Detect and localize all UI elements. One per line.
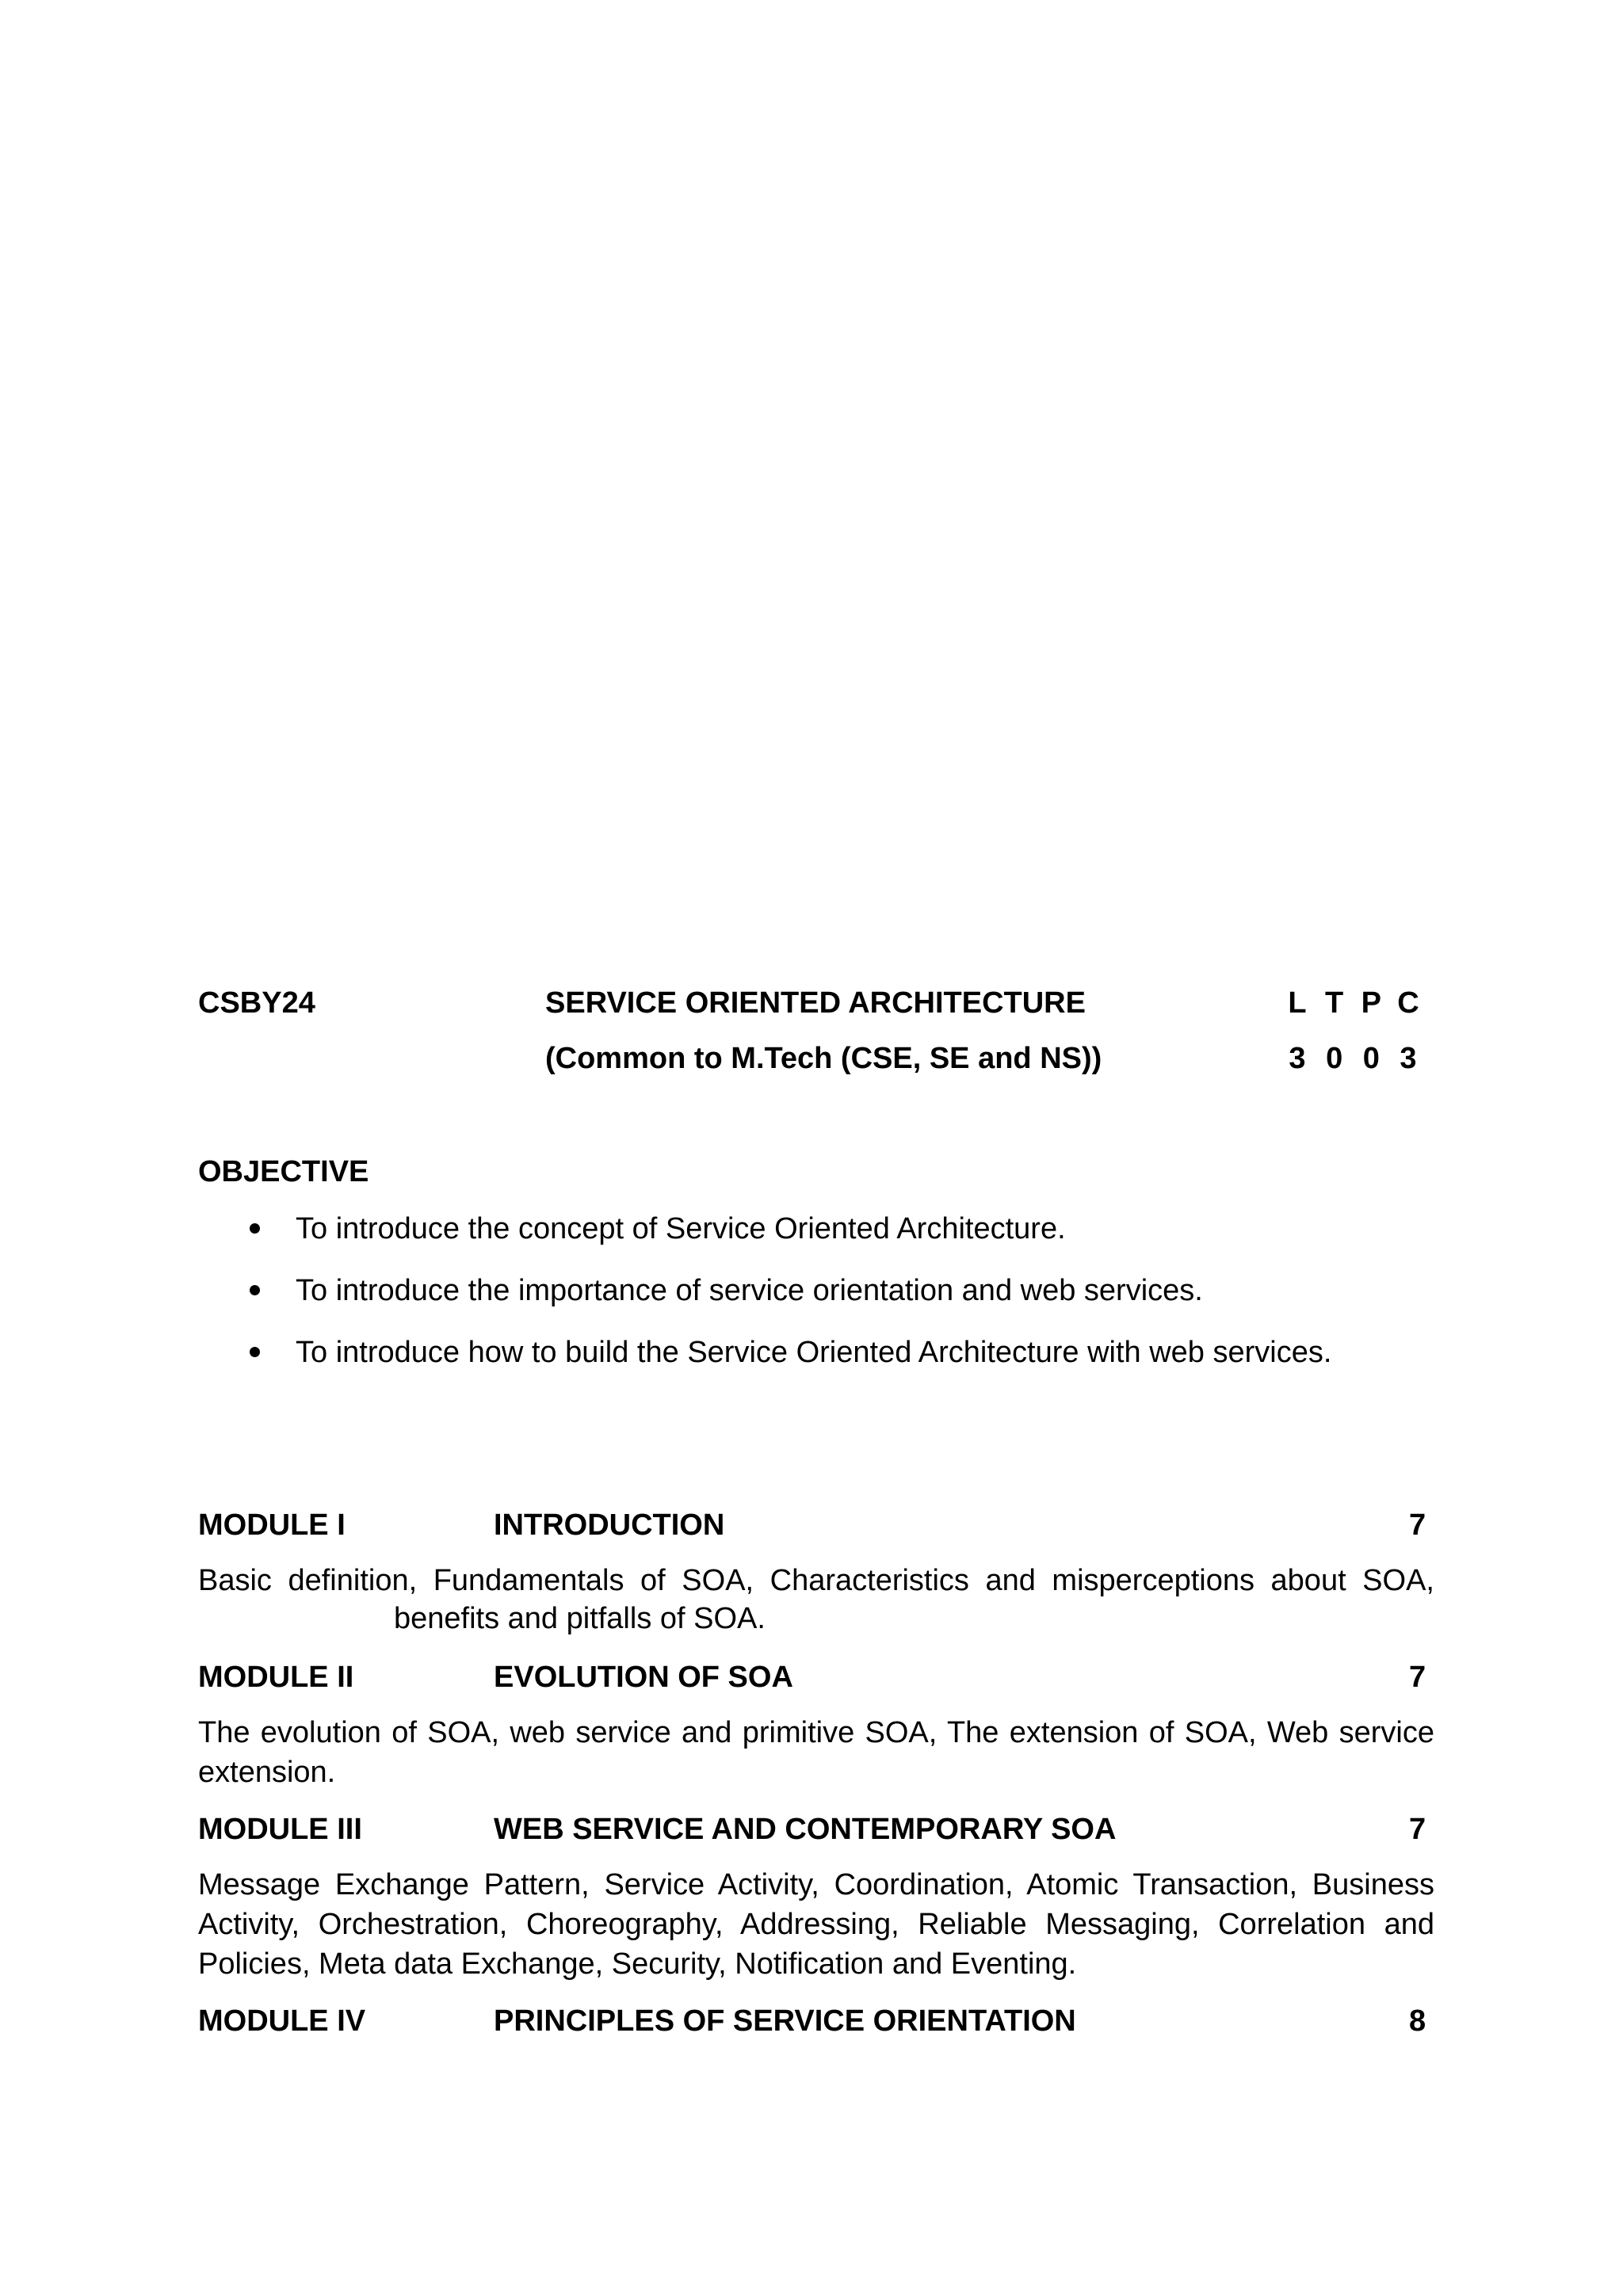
module-title: INTRODUCTION <box>494 1508 725 1542</box>
module-description-continued: benefits and pitfalls of SOA. <box>394 1602 766 1635</box>
module-label: MODULE I <box>198 1508 346 1542</box>
module-hours: 8 <box>1409 2004 1426 2038</box>
course-title: SERVICE ORIENTED ARCHITECTURE <box>545 986 1086 1020</box>
bullet-icon <box>250 1347 260 1357</box>
objective-item: To introduce the importance of service orientation and web services. <box>296 1274 1203 1307</box>
course-subtitle: (Common to M.Tech (CSE, SE and NS)) <box>545 1042 1102 1075</box>
ltpc-label-t: T <box>1325 986 1344 1020</box>
module-title: PRINCIPLES OF SERVICE ORIENTATION <box>494 2004 1076 2038</box>
course-code: CSBY24 <box>198 986 315 1020</box>
module-label: MODULE III <box>198 1813 362 1846</box>
ltpc-value-t: 0 <box>1326 1042 1343 1075</box>
module-hours: 7 <box>1409 1813 1426 1846</box>
module-description: The evolution of SOA, web service and primitive SOA, The extension of SOA, Web service extension. <box>198 1716 1434 1789</box>
objective-item: To introduce how to build the Service Oriented Architecture with web services. <box>296 1336 1332 1369</box>
objective-item: To introduce the concept of Service Oriented Architecture. <box>296 1212 1066 1245</box>
module-hours: 7 <box>1409 1508 1426 1542</box>
ltpc-label-c: C <box>1397 986 1419 1020</box>
ltpc-label-p: P <box>1361 986 1381 1020</box>
module-label: MODULE II <box>198 1661 354 1694</box>
ltpc-value-p: 0 <box>1362 1042 1380 1075</box>
ltpc-labels <box>1285 985 1420 1021</box>
module-hours: 7 <box>1409 1661 1426 1694</box>
ltpc-label-l: L <box>1288 986 1307 1020</box>
ltpc-values <box>1285 1040 1420 1077</box>
module-title: EVOLUTION OF SOA <box>494 1661 793 1694</box>
bullet-icon <box>250 1223 260 1234</box>
bullet-icon <box>250 1285 260 1295</box>
ltpc-value-c: 3 <box>1400 1042 1417 1075</box>
module-title: WEB SERVICE AND CONTEMPORARY SOA <box>494 1813 1117 1846</box>
module-label: MODULE IV <box>198 2004 366 2038</box>
module-description: Message Exchange Pattern, Service Activity, Coordination, Atomic Transaction, Business Activity, Orchestration, Choreography, Addressing, Reliable Messaging, Correlation and Policies, Meta data Exchange, Security, Notification and Eventing. <box>198 1868 1434 1981</box>
ltpc-value-l: 3 <box>1289 1042 1306 1075</box>
objective-heading: OBJECTIVE <box>198 1155 369 1188</box>
module-description: Basic definition, Fundamentals of SOA, Characteristics and misperceptions about SOA, <box>198 1564 1434 1597</box>
